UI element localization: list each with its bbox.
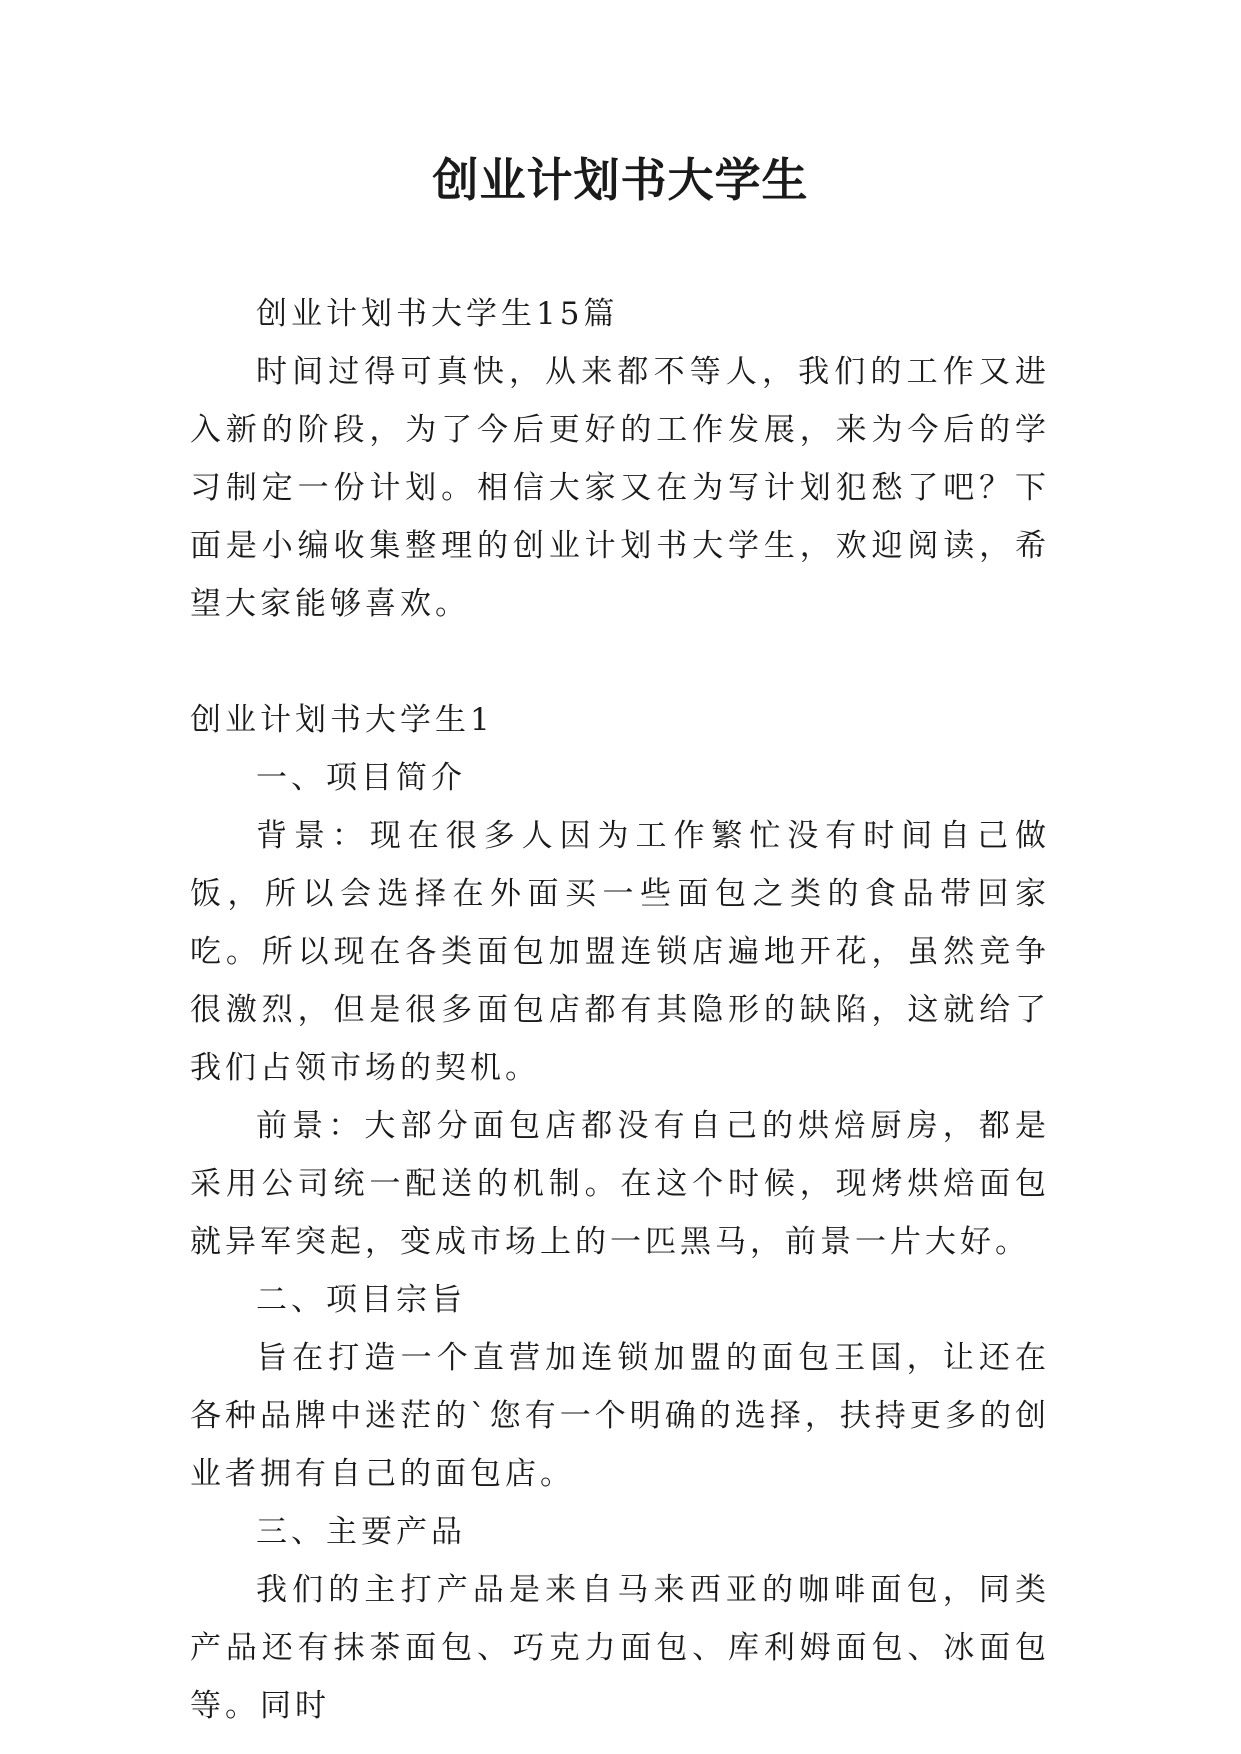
heading-project-purpose: 二、项目宗旨 [256, 1282, 466, 1318]
spacer [190, 633, 1050, 691]
paragraph-background: 背景：现在很多人因为工作繁忙没有时间自己做饭，所以会选择在外面买一些面包之类的食品带回家吃。所以现在各类面包加盟连锁店遍地开花，虽然竞争很激烈，但是很多面包店都有其隐形的缺陷，这就给了我们占领市场的契机。 [190, 818, 1050, 1086]
subtitle: 创业计划书大学生15篇 [256, 296, 619, 332]
heading-project-intro: 一、项目简介 [256, 760, 466, 796]
page-title: 创业计划书大学生 [432, 153, 809, 207]
intro-paragraph: 时间过得可真快，从来都不等人，我们的工作又进入新的阶段，为了今后更好的工作发展，来为今后的学习制定一份计划。相信大家又在为写计划犯愁了吧？下面是小编收集整理的创业计划书大学生，欢迎阅读，希望大家能够喜欢。 [190, 354, 1050, 622]
paragraph-prospect: 前景：大部分面包店都没有自己的烘焙厨房，都是采用公司统一配送的机制。在这个时候，现烤烘焙面包就异军突起，变成市场上的一匹黑马，前景一片大好。 [190, 1108, 1050, 1260]
heading-main-products: 三、主要产品 [256, 1514, 466, 1550]
paragraph-products: 我们的主打产品是来自马来西亚的咖啡面包，同类产品还有抹茶面包、巧克力面包、库利姆面包、冰面包等。同时 [190, 1572, 1050, 1724]
section-title: 创业计划书大学生1 [190, 702, 494, 738]
document-body [190, 285, 1050, 1735]
paragraph-purpose: 旨在打造一个直营加连锁加盟的面包王国，让还在各种品牌中迷茫的`您有一个明确的选择，扶持更多的创业者拥有自己的面包店。 [190, 1340, 1050, 1492]
